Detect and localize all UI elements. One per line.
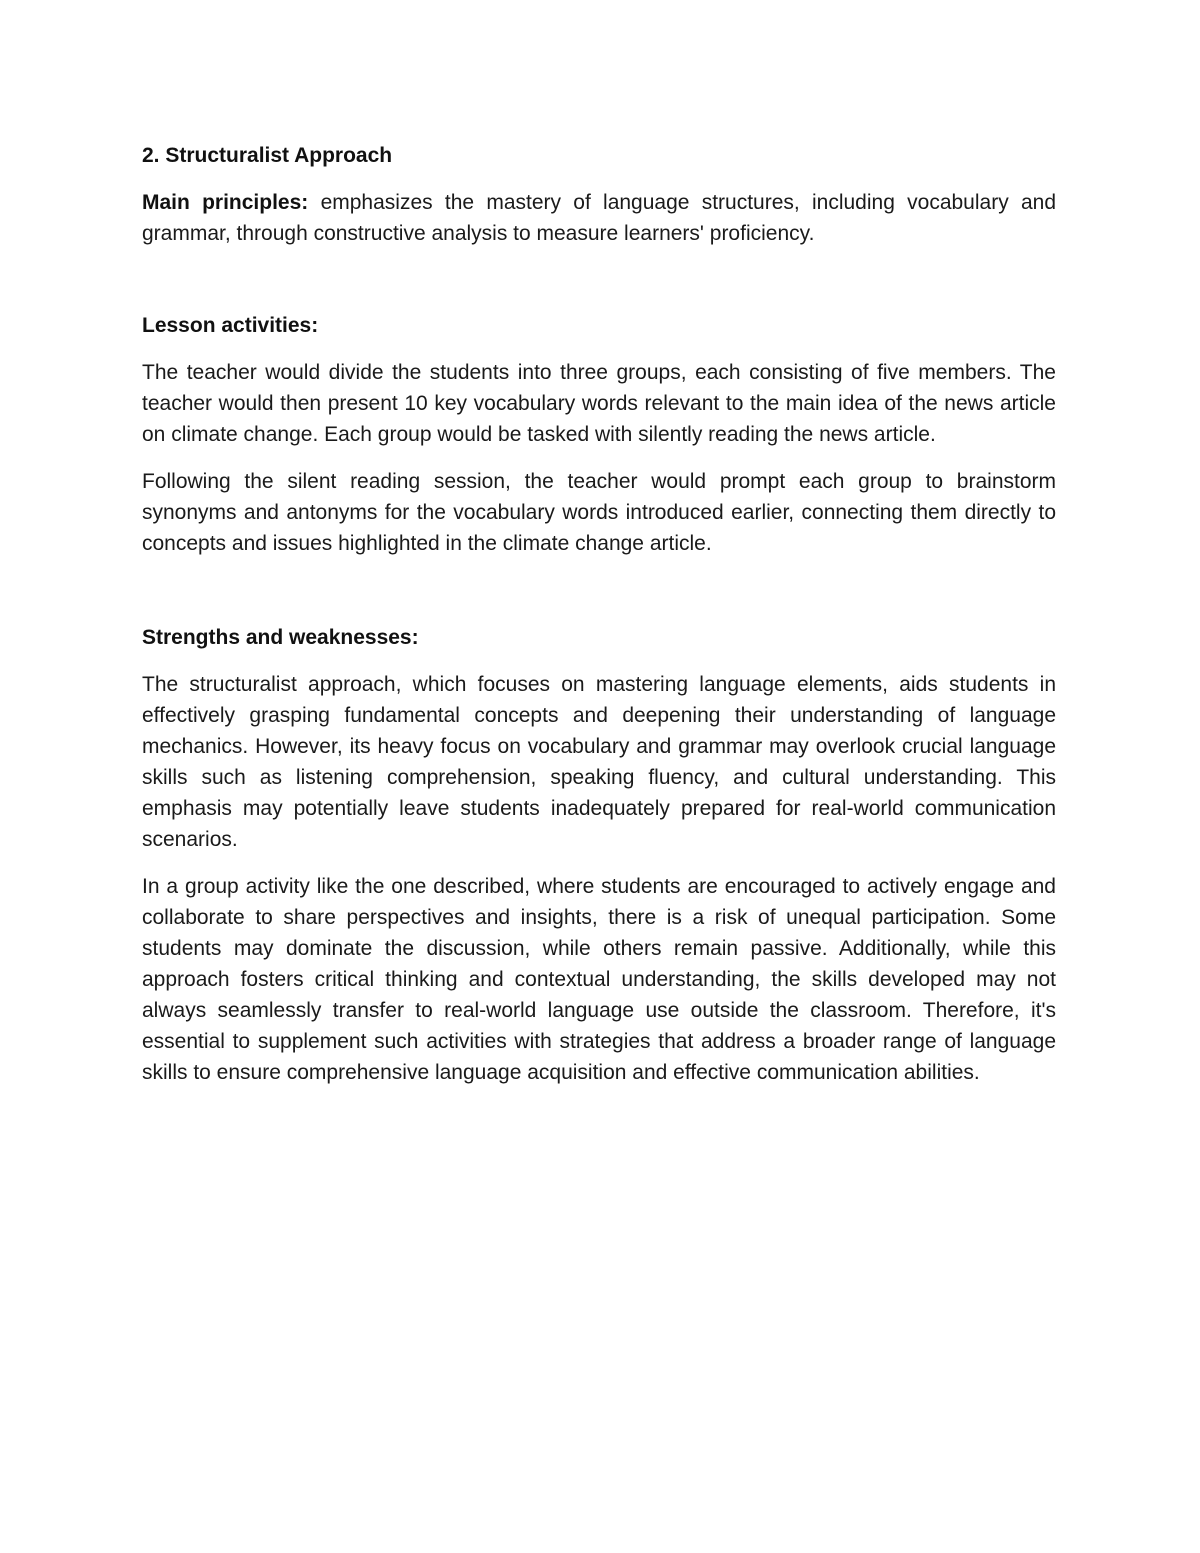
strengths-weaknesses-heading: Strengths and weaknesses:	[142, 626, 419, 649]
document-body	[142, 140, 1056, 1104]
lesson-activities-paragraph-2: Following the silent reading session, the teacher would prompt each group to brainstorm synonyms and antonyms for the vocabulary words introduced earlier, connecting them directly to concepts and issues highlighted in the climate change article.	[142, 470, 1056, 555]
strengths-weaknesses-paragraph-1: The structuralist approach, which focuses on mastering language elements, aids students in effectively grasping fundamental concepts and deepening their understanding of language mechanics. However, its heavy focus on vocabulary and grammar may overlook crucial language skills such as listening comprehension, speaking fluency, and cultural understanding. This emphasis may potentially leave students inadequately prepared for real-world communication scenarios.	[142, 673, 1056, 851]
lesson-activities-heading: Lesson activities:	[142, 314, 319, 337]
main-principles-text: emphasizes the mastery of language structures, including vocabulary and grammar, through constructive analysis to measure learners' proficiency.	[142, 191, 1056, 245]
main-principles-paragraph	[142, 187, 1056, 249]
main-principles-label: Main principles:	[142, 191, 309, 214]
strengths-weaknesses-paragraph-2: In a group activity like the one described, where students are encouraged to actively engage and collaborate to share perspectives and insights, there is a risk of unequal participation. Some students may dominate the discussion, while others remain passive. Additionally, while this approach fosters critical thinking and contextual understanding, the skills developed may not always seamlessly transfer to real-world language use outside the classroom. Therefore, it's essential to supplement such activities with strategies that address a broader range of language skills to ensure comprehensive language acquisition and effective communication abilities.	[142, 875, 1056, 1084]
lesson-activities-paragraph-1: The teacher would divide the students into three groups, each consisting of five members. The teacher would then present 10 key vocabulary words relevant to the main idea of the news article on climate change. Each group would be tasked with silently reading the news article.	[142, 361, 1056, 446]
spacer	[142, 265, 1056, 310]
section-title: 2. Structuralist Approach	[142, 144, 393, 167]
spacer	[142, 575, 1056, 622]
